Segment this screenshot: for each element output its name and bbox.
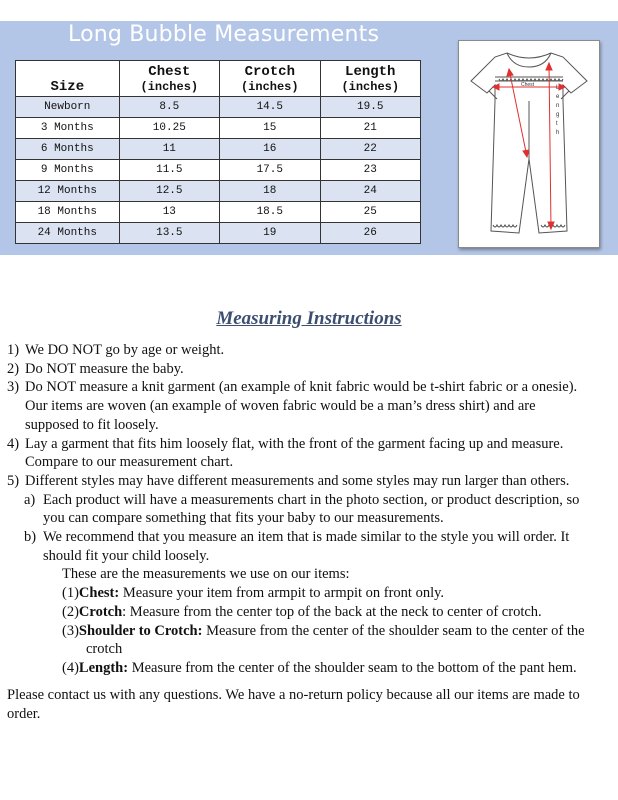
chest-cell: 10.25 [119,118,219,139]
sub-list-item: b) We recommend that you measure an item that is made similar to the style you will order. It [24,529,570,546]
svg-text:n: n [556,103,560,109]
measure-item: (2)Crotch: Measure from the center top of the back at the neck to center of crotch. [62,603,542,620]
size-cell: 18 Months [16,202,120,223]
length-cell: 21 [320,118,420,139]
svg-text:e: e [556,94,560,100]
contact-note: Please contact us with any questions. We have a no-return policy because all our items are made to order. [7,687,580,722]
column-header-chest: Chest (inches) [119,61,219,97]
instructions-heading: Measuring Instructions [216,308,402,329]
chest-cell: 13 [119,202,219,223]
length-cell: 26 [320,223,420,244]
svg-text:g: g [556,112,560,118]
measure-item: (3)Shoulder to Crotch: Measure from the center of the shoulder seam to the center of the [62,622,585,639]
svg-text:t: t [556,121,558,127]
bubble-romper-drawing [459,41,599,247]
column-header-size: Size [16,61,120,97]
list-item: 5) Different styles may have different measurements and some styles may run larger than others. [7,472,570,489]
table-row [16,223,421,244]
chest-cell: 11 [119,139,219,160]
chest-cell: 11.5 [119,160,219,181]
garment-diagram [458,40,600,248]
column-header-crotch: Crotch (inches) [220,61,320,97]
list-item: 1) We DO NOT go by age or weight. [7,342,225,358]
crotch-cell: 14.5 [220,97,320,118]
size-cell: 24 Months [16,223,120,244]
crotch-cell: 16 [220,139,320,160]
length-label [556,85,560,136]
crotch-cell: 18 [220,181,320,202]
table-row [16,160,421,181]
table-row [16,97,421,118]
crotch-cell: 19 [220,223,320,244]
size-cell: 6 Months [16,139,120,160]
length-cell: 23 [320,160,420,181]
measures-intro: These are the measurements we use on our items: [62,566,350,583]
length-cell: 19.5 [320,97,420,118]
sub-list-item: a) Each product will have a measurements chart in the photo section, or product description, so [24,491,580,508]
table-row [16,181,421,202]
size-cell: 9 Months [16,160,120,181]
svg-text:h: h [556,130,560,136]
length-cell: 25 [320,202,420,223]
measure-item: (1)Chest: Measure your item from armpit to armpit on front only. [62,585,445,602]
list-item: 3) Do NOT measure a knit garment (an example of knit fabric would be t-shirt fabric or a onesie). [7,379,578,396]
svg-text:L: L [556,85,560,91]
chest-cell: 13.5 [119,223,219,244]
measurement-table [15,60,421,244]
measure-item: (4)Length: Measure from the center of the shoulder seam to the bottom of the pant hem. [62,659,577,676]
instructions-list: 1) We DO NOT go by age or weight. 2) Do NOT measure the baby. 3) Do NOT measure a knit garment (an example of knit fabric would be t-shirt fabric or a onesie). Our items are woven (an example of woven fabric would be a man’s dress shirt) and are supposed to fit loosely. 4) Lay a garment that fits him loosely flat, with the front of the garment facing up and measure. Compare to our measurement chart. 5) Different styles may have different measurements and some styles may run larger than others. a) Each product will have a measurements chart in the photo section, or product description, so you can compare something that fits your baby to our measurements. b) We recommend that you measure an item that is made similar to the style you will order. It should fit your child loosely. These are the measurements we use on our items: (1)Chest: Measure your item from armpit to armpit on front only. (2)Crotch: Measure from the center top of the back at the neck to center of crotch. (3)Shoulder to Crotch: Measure from the center of the shoulder seam to the center of the crotch (4)Length: Measure from the center of the shoulder seam to the bottom of the pant hem. [7,341,611,678]
size-cell: 12 Months [16,181,120,202]
chest-cell: 12.5 [119,181,219,202]
table-row [16,139,421,160]
size-cell: Newborn [16,97,120,118]
crotch-cell: 17.5 [220,160,320,181]
column-header-length: Length (inches) [320,61,420,97]
list-item: 2) Do NOT measure the baby. [7,360,184,377]
page-title: Long Bubble Measurements [68,22,380,47]
chest-label: Chest [521,82,535,88]
list-item: 4) Lay a garment that fits him loosely flat, with the front of the garment facing up and measure. [7,435,564,452]
chest-cell: 8.5 [119,97,219,118]
length-cell: 24 [320,181,420,202]
table-row [16,118,421,139]
size-cell: 3 Months [16,118,120,139]
table-row [16,202,421,223]
length-cell: 22 [320,139,420,160]
crotch-cell: 18.5 [220,202,320,223]
crotch-cell: 15 [220,118,320,139]
